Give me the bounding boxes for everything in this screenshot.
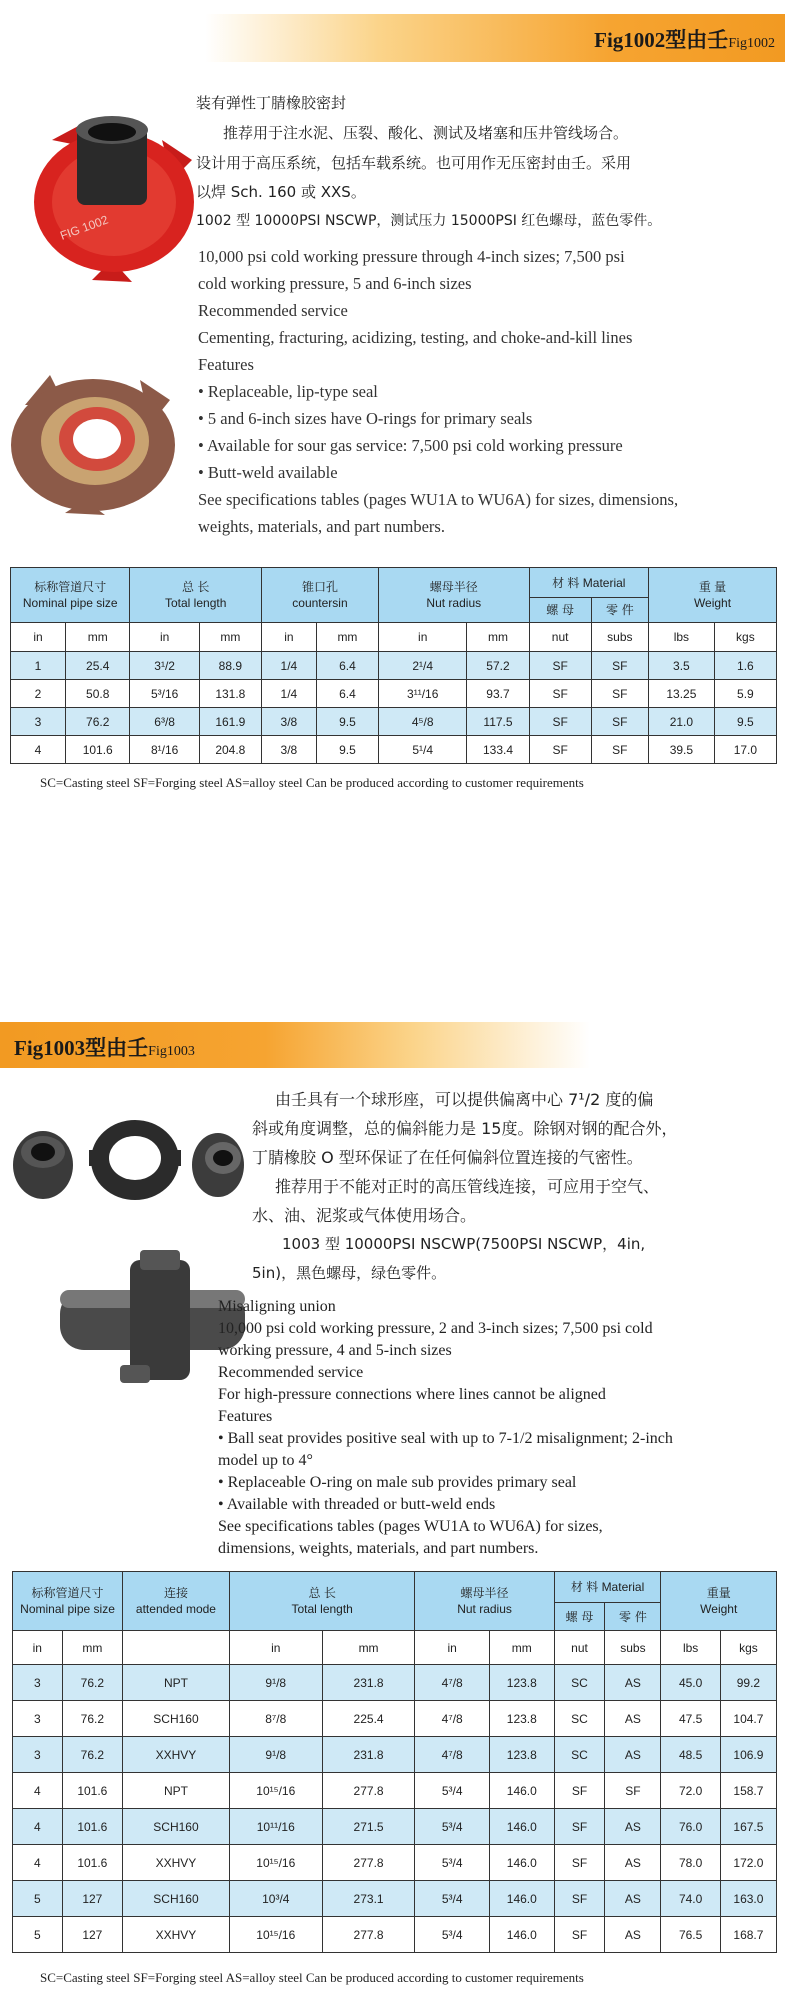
fig1002-red-nut-image — [22, 110, 202, 285]
fig1002-spec-table — [10, 567, 777, 764]
fig1002-banner — [205, 14, 785, 62]
svg-text:FIG 1002: FIG 1002 — [58, 212, 111, 243]
header-subs-material: 零 件 — [591, 598, 648, 623]
table-row: 2 50.8 5³/16 131.8 1/4 6.4 3¹¹/16 93.7 SF SF 13.25 5.9 — [11, 680, 777, 708]
table-row: 4 101.6 XXHVY 10¹⁵/16 277.8 5³/4 146.0 SF AS 78.0 172.0 — [13, 1845, 777, 1881]
fig1002-zh-line-5: 1002 型 10000PSI NSCWP，测试压力 15000PSI 红色螺母，蓝色零件。 — [196, 213, 662, 229]
fig1002-zh-line-4: 以焊 Sch. 160 或 XXS。 — [196, 183, 366, 201]
fig1003-en-line: Misaligning union — [218, 1298, 336, 1315]
fig1003-en-line: dimensions, weights, materials, and part numbers. — [218, 1540, 539, 1557]
fig1003-en-block — [218, 1296, 673, 1560]
fig1002-en-line: • Replaceable, lip-type seal — [198, 382, 378, 401]
fig1003-en-line: Features — [218, 1408, 273, 1425]
header-subs-material: 零 件 — [605, 1603, 661, 1631]
fig1002-en-line: See specifications tables (pages WU1A to WU6A) for sizes, dimensions, — [198, 490, 679, 509]
fig1003-zh-line-5: 水、油、泥浆或气体使用场合。 — [252, 1206, 477, 1225]
fig1003-zh-line-1: 由壬具有一个球形座，可以提供偏离中心 7¹/2 度的偏 — [275, 1090, 654, 1109]
fig1002-en-line: Recommended service — [198, 301, 348, 320]
header-nut-material: 螺 母 — [554, 1603, 605, 1631]
fig1002-en-line: • 5 and 6-inch sizes have O-rings for primary seals — [198, 409, 533, 428]
header-weight: 重量 Weight — [661, 1572, 777, 1631]
fig1003-parts-image — [5, 1110, 250, 1210]
fig1003-zh-line-6: 1003 型 10000PSI NSCWP(7500PSI NSCWP，4in, — [282, 1235, 646, 1253]
fig1002-en-line: • Butt-weld available — [198, 463, 338, 482]
header-nut-radius: 螺母半径 Nut radius — [415, 1572, 554, 1631]
fig1003-title — [14, 1032, 195, 1062]
header-nominal: 标称管道尺寸 Nominal pipe size — [11, 568, 130, 623]
header-nominal: 标称管道尺寸 Nominal pipe size — [13, 1572, 123, 1631]
fig1003-en-line: See specifications tables (pages WU1A to WU6A) for sizes, — [218, 1518, 603, 1535]
table-row: 3 76.2 XXHVY 9¹/8 231.8 4⁷/8 123.8 SC AS 48.5 106.9 — [13, 1737, 777, 1773]
header-nut-material: 螺 母 — [529, 598, 591, 623]
fig1002-en-line: 10,000 psi cold working pressure through 4-inch sizes; 7,500 psi — [198, 247, 625, 266]
table-row: 3 76.2 6³/8 161.9 3/8 9.5 4⁵/8 117.5 SF SF 21.0 9.5 — [11, 708, 777, 736]
table-row: 1 25.4 3¹/2 88.9 1/4 6.4 2¹/4 57.2 SF SF 3.5 1.6 — [11, 652, 777, 680]
table-row: 4 101.6 8¹/16 204.8 3/8 9.5 5¹/4 133.4 SF SF 39.5 17.0 — [11, 736, 777, 764]
fig1003-en-line: 10,000 psi cold working pressure, 2 and 3-inch sizes; 7,500 psi cold — [218, 1320, 653, 1337]
fig1003-en-line: For high-pressure connections where lines cannot be aligned — [218, 1386, 606, 1403]
table-row: 4 101.6 NPT 10¹⁵/16 277.8 5³/4 146.0 SF SF 72.0 158.7 — [13, 1773, 777, 1809]
table-row: 3 76.2 NPT 9¹/8 231.8 4⁷/8 123.8 SC AS 45.0 99.2 — [13, 1665, 777, 1701]
fig1002-zh-line-3: 设计用于高压系统，包括车载系统。也可用作无压密封由壬。采用 — [196, 154, 632, 172]
fig1002-title — [594, 24, 775, 54]
table-row: 5 127 SCH160 10³/4 273.1 5³/4 146.0 SF AS 74.0 163.0 — [13, 1881, 777, 1917]
header-weight: 重 量 Weight — [649, 568, 777, 623]
fig1002-part-image — [5, 365, 180, 515]
fig1002-zh-line-2: 推荐用于注水泥、压裂、酸化、测试及堵塞和压井管线场合。 — [223, 124, 629, 142]
fig1003-en-line: Recommended service — [218, 1364, 364, 1381]
table-row: 5 127 XXHVY 10¹⁵/16 277.8 5³/4 146.0 SF AS 76.5 168.7 — [13, 1917, 777, 1953]
fig1002-en-block — [198, 240, 678, 543]
header-length: 总 长 Total length — [229, 1572, 415, 1631]
fig1003-zh-line-3: 丁腈橡胶 O 型环保证了在任何偏斜位置连接的气密性。 — [252, 1148, 643, 1167]
header-attended-mode: 连接 attended mode — [123, 1572, 230, 1631]
units-row: in mm in mm in mm nut subs lbs kgs — [13, 1631, 777, 1665]
units-row: in mm in mm in mm in mm nut subs lbs kgs — [11, 623, 777, 652]
fig1002-title-small: Fig1002 — [728, 36, 775, 51]
fig1002-note: SC=Casting steel SF=Forging steel AS=alloy steel Can be produced according to customer requirements — [40, 775, 584, 790]
fig1003-en-line: • Ball seat provides positive seal with up to 7-1/2 misalignment; 2-inch — [218, 1430, 673, 1447]
fig1002-en-line: weights, materials, and part numbers. — [198, 517, 445, 536]
fig1003-title-small: Fig1003 — [148, 1044, 195, 1059]
fig1002-en-line: Features — [198, 355, 254, 374]
fig1002-en-line: Cementing, fracturing, acidizing, testing, and choke-and-kill lines — [198, 328, 633, 347]
header-material: 材 料 Material — [529, 568, 648, 598]
fig1003-en-line: • Replaceable O-ring on male sub provides primary seal — [218, 1474, 577, 1491]
fig1003-zh-line-7: 5in)，黑色螺母，绿色零件。 — [252, 1264, 447, 1282]
fig1003-banner — [0, 1022, 590, 1068]
fig1003-note: SC=Casting steel SF=Forging steel AS=alloy steel Can be produced according to customer requirements — [40, 1970, 584, 1985]
fig1003-en-line: working pressure, 4 and 5-inch sizes — [218, 1342, 452, 1359]
fig1002-en-line: • Available for sour gas service: 7,500 psi cold working pressure — [198, 436, 623, 455]
header-material: 材 料 Material — [554, 1572, 661, 1603]
fig1003-en-line: • Available with threaded or butt-weld ends — [218, 1496, 496, 1513]
fig1003-zh-line-2: 斜或角度调整，总的偏斜能力是 15度。除钢对钢的配合外， — [252, 1119, 678, 1138]
fig1003-en-line: model up to 4° — [218, 1452, 313, 1469]
header-countersink: 锥口孔 countersin — [261, 568, 378, 623]
header-nut-radius: 螺母半径 Nut radius — [379, 568, 530, 623]
fig1003-title-main: Fig1003型由壬 — [14, 1036, 149, 1060]
fig1002-en-line: cold working pressure, 5 and 6-inch sizes — [198, 274, 472, 293]
fig1003-zh-line-4: 推荐用于不能对正时的高压管线连接，可应用于空气、 — [275, 1177, 660, 1196]
header-length: 总 长 Total length — [130, 568, 261, 623]
table-row: 4 101.6 SCH160 10¹¹/16 271.5 5³/4 146.0 SF AS 76.0 167.5 — [13, 1809, 777, 1845]
fig1002-title-main: Fig1002型由壬 — [594, 28, 729, 52]
table-row: 3 76.2 SCH160 8⁷/8 225.4 4⁷/8 123.8 SC AS 47.5 104.7 — [13, 1701, 777, 1737]
fig1003-spec-table — [12, 1571, 777, 1953]
fig1002-zh-line-1: 装有弹性丁腈橡胶密封 — [196, 94, 347, 112]
